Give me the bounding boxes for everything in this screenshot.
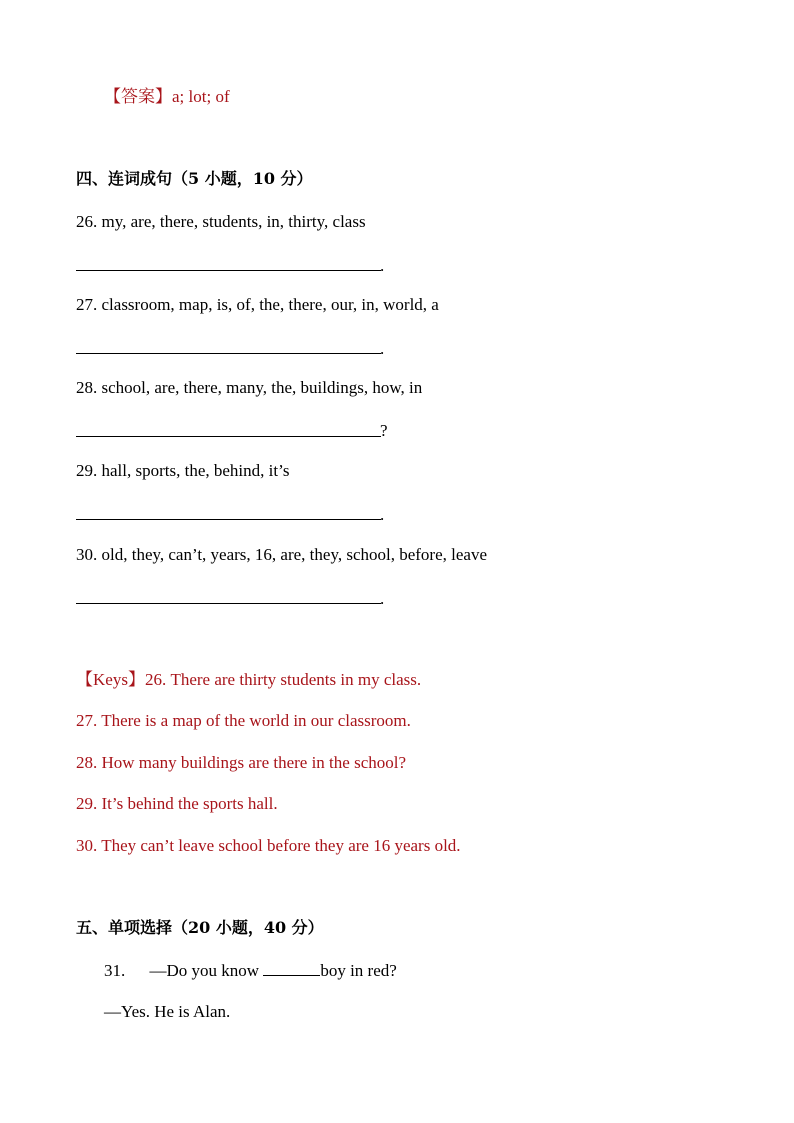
blank-end-27: .	[380, 339, 385, 358]
section-4-heading: 四、连词成句（5 小题，10 分）	[76, 169, 313, 188]
answer-label: 【答案】	[104, 87, 172, 106]
blank-end-28: ?	[380, 421, 388, 440]
key-27: 27. There is a map of the world in our classroom.	[76, 711, 411, 730]
keys-line-26	[76, 669, 421, 691]
key-29: 29. It’s behind the sports hall.	[76, 794, 278, 813]
blank-end-29: .	[380, 505, 385, 524]
keys-label: 【Keys】	[76, 670, 145, 689]
question-31-blank[interactable]	[263, 961, 320, 976]
answer-blank-29[interactable]	[76, 519, 381, 520]
key-30: 30. They can’t leave school before they are 16 years old.	[76, 836, 461, 855]
question-31-reply: —Yes. He is Alan.	[104, 1002, 231, 1021]
blank-end-26: .	[380, 256, 385, 275]
question-31	[104, 960, 397, 982]
answer-blank-26[interactable]	[76, 270, 381, 271]
answer-blank-30[interactable]	[76, 603, 381, 604]
question-30: 30. old, they, can’t, years, 16, are, they, school, before, leave	[76, 545, 487, 564]
answer-text: a; lot; of	[172, 87, 230, 106]
question-26: 26. my, are, there, students, in, thirty, class	[76, 212, 366, 231]
question-31-text-after: boy in red?	[320, 961, 397, 980]
key-26: 26. There are thirty students in my class.	[144, 670, 422, 689]
answer-blank-27[interactable]	[76, 353, 381, 354]
answer-line	[104, 86, 230, 108]
question-29: 29. hall, sports, the, behind, it’s	[76, 461, 290, 480]
answer-blank-28[interactable]	[76, 436, 381, 437]
question-27: 27. classroom, map, is, of, the, there, our, in, world, a	[76, 295, 439, 314]
section-5-heading: 五、单项选择（20 小题，40 分）	[76, 918, 324, 937]
question-31-number: 31.	[104, 961, 126, 980]
blank-end-30: .	[380, 589, 385, 608]
question-28: 28. school, are, there, many, the, buildings, how, in	[76, 378, 423, 397]
key-28: 28. How many buildings are there in the school?	[76, 753, 407, 772]
question-31-text-before: —Do you know	[149, 961, 264, 980]
